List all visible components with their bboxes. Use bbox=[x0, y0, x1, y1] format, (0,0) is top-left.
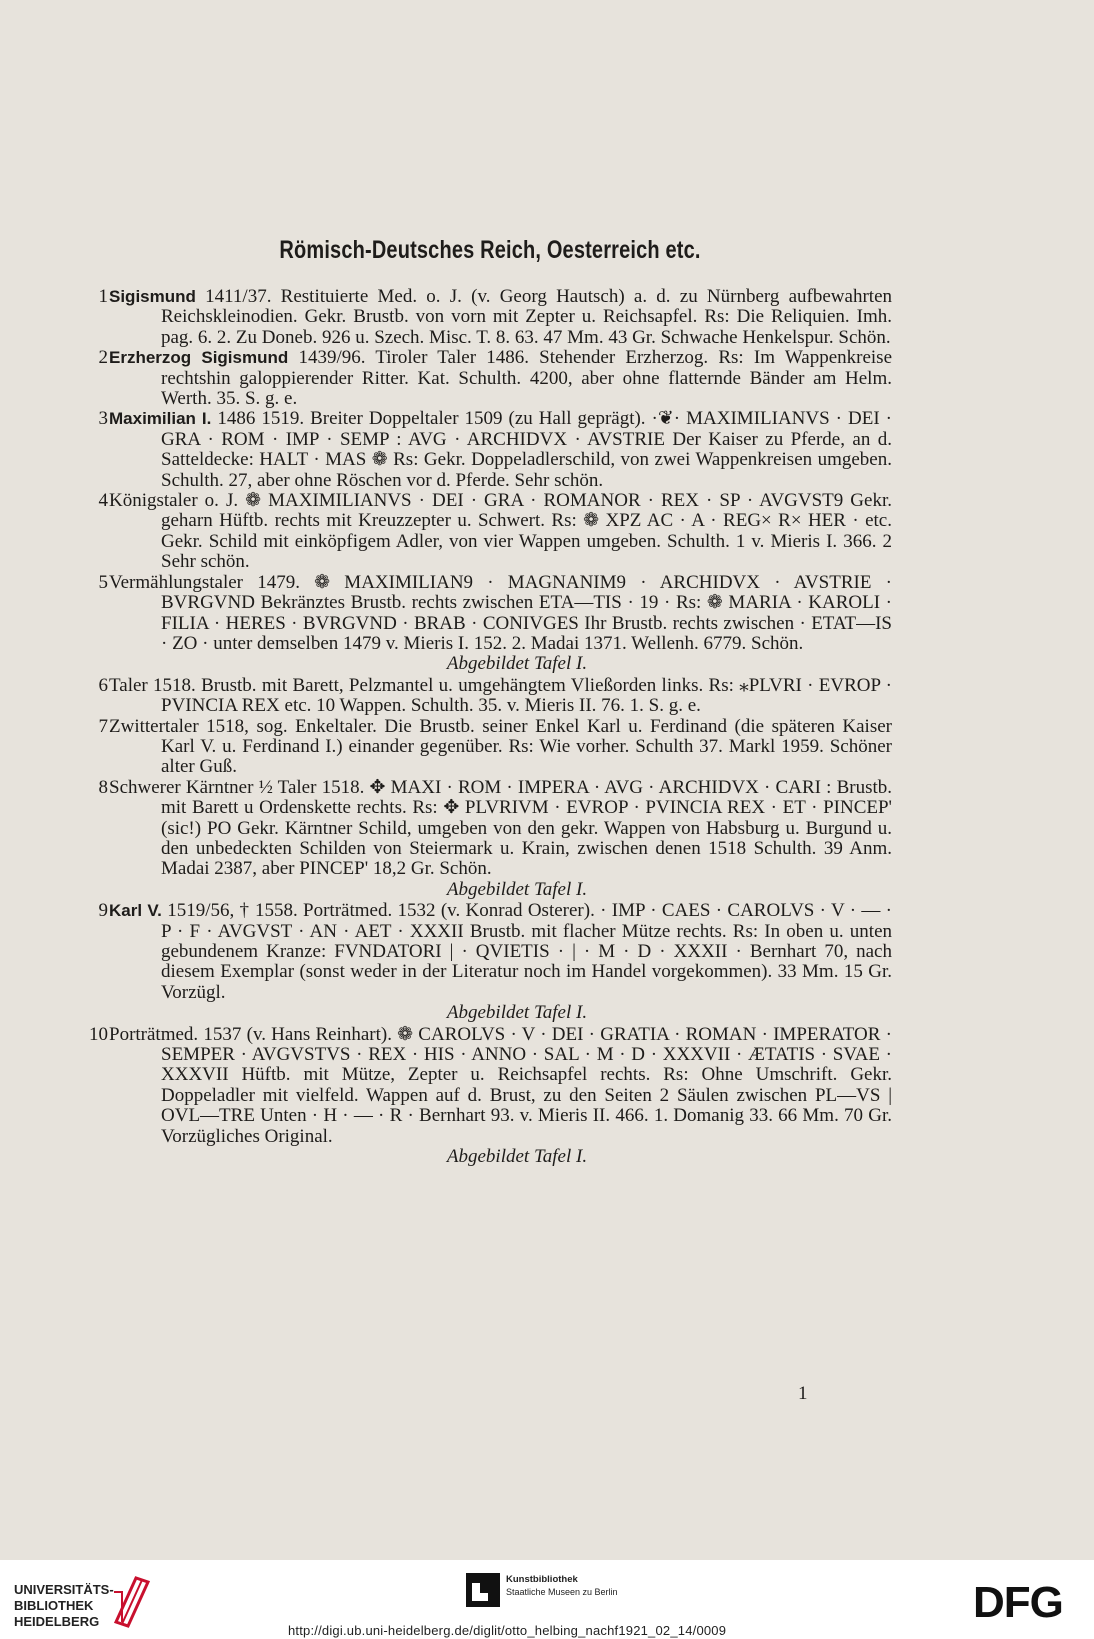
catalog-entry bbox=[84, 348, 892, 409]
entry-description: 1519/56, † 1558. Porträtmed. 1532 (v. Konrad Osterer). · IMP · CAES · CAROLVS · V · — · P · F · AVGVST · AN · AET · XXXII Brustb. mit flacher Mütze rechts. Rs: In oben u. unten gebundenem Kranze: FVNDATORI | · QVIETIS · | · M · D · XXXII · Bernhart 70, nach diesem Exemplar (sonst weder in der Literatur noch im Handel vorgekommen). 33 Mm. 15 Gr. Vorzügl. bbox=[161, 900, 892, 1003]
entry-text bbox=[109, 674, 892, 717]
entry-number: 1 bbox=[98, 286, 108, 307]
entry-text bbox=[109, 1023, 892, 1147]
uh-logo-icon[interactable] bbox=[112, 1572, 152, 1628]
plate-reference: Abgebildet Tafel I. bbox=[446, 1002, 588, 1024]
entry-text bbox=[109, 490, 892, 573]
entry-text bbox=[109, 900, 892, 1003]
entry-text bbox=[109, 347, 892, 410]
page-number: 1 bbox=[798, 1383, 808, 1404]
entry-ruler-name: Karl V. bbox=[109, 901, 162, 921]
plate-reference: Abgebildet Tafel I. bbox=[446, 653, 588, 675]
plate-reference: Abgebildet Tafel I. bbox=[446, 1146, 588, 1168]
kb-line-1: Kunstbibliothek bbox=[506, 1574, 578, 1585]
entry-description: Schwerer Kärntner ½ Taler 1518. ✥ MAXI · ROM · IMPERA · AVG · ARCHIDVX · CARI : Brustb. mit Barett u Ordenskette rechts. Rs: ✥ PLVRIVM · EVROP · PVINCIA REX · ET · PINCEP' (sic!) PO Gekr. Kärntner Schild, umgeben von den gekr. Wappen von Habsburg u. Burgund u. den unbedeckten Schilden von Steiermark u. Krain, zwischen denen 1518 Schulth. 39 Anm. Madai 2387, aber PINCEP' 18,2 Gr. Schön. bbox=[109, 776, 892, 880]
entry-number: 3 bbox=[98, 408, 108, 430]
entry-description: 1439/96. Tiroler Taler 1486. Stehender Erzherzog. Rs: Im Wappenkreise rechtshin galoppierender Ritter. Kat. Schulth. 4200, aber ohne flatternde Bänder am Helm. Werth. 35. S. g. e. bbox=[161, 347, 892, 410]
uh-line-3: HEIDELBERG bbox=[14, 1614, 100, 1629]
entry-description: Vermählungstaler 1479. ❁ MAXIMILIAN9 · MAGNANIM9 · ARCHIDVX · AVSTRIE · BVRGVND Bekränztes Brustb. rechts zwischen ETA—TIS · 19 · Rs: ❁ MARIA · KAROLI · FILIA · HERES · BVRGVND · BRAB · CONIVGES Ihr Brustb. rechts zwischen · ETAT—IS · ZO · unter demselben 1479 v. Mieris I. 152. 2. Madai 1371. Wellenh. 6779. Schön. bbox=[109, 571, 892, 654]
dfg-logo[interactable]: DFG bbox=[973, 1578, 1063, 1627]
entry-text bbox=[109, 408, 892, 491]
entry-number: 7 bbox=[98, 715, 108, 737]
catalog-entry bbox=[84, 1025, 892, 1147]
catalog-list bbox=[89, 286, 892, 1168]
catalog-entry bbox=[84, 901, 892, 1003]
entry-number: 5 bbox=[98, 571, 108, 593]
kunstbibliothek-text bbox=[506, 1573, 618, 1598]
entry-description: Zwittertaler 1518, sog. Enkeltaler. Die Brustb. seiner Enkel Karl u. Ferdinand (die späteren Kaiser Karl V. u. Ferdinand I.) einander gegenüber. Rs: Wie vorher. Schulth 37. Markl 1959. Schöner alter Guß. bbox=[109, 715, 892, 778]
catalog-entry bbox=[84, 717, 892, 778]
entry-number: 10 bbox=[89, 1023, 108, 1045]
catalog-entry bbox=[84, 287, 892, 348]
entry-number: 8 bbox=[98, 776, 108, 798]
catalog-entry bbox=[84, 778, 892, 880]
uh-logo-text[interactable] bbox=[14, 1582, 114, 1630]
entry-ruler-name: Maximilian I. bbox=[109, 409, 212, 429]
entry-ruler-name: Erzherzog Sigismund bbox=[109, 348, 289, 368]
entry-description: 1411/37. Restituierte Med. o. J. (v. Georg Hautsch) a. d. zu Nürnberg aufbewahrten Reichskleinodien. Gekr. Brustb. von vorn mit Zepter u. Reichsapfel. Rs: Die Reliquien. Imh. pag. 6. 2. Zu Doneb. 926 u. Szech. Misc. T. 8. 63. 47 Mm. 43 Gr. Schwache Henkelspur. Schön. bbox=[161, 286, 892, 348]
page-title: Römisch-Deutsches Reich, Oesterreich etc. bbox=[279, 236, 701, 264]
catalog-entry bbox=[84, 573, 892, 655]
source-url[interactable]: http://digi.ub.uni-heidelberg.de/diglit/otto_helbing_nachf1921_02_14/0009 bbox=[288, 1623, 727, 1638]
entry-text bbox=[109, 286, 892, 348]
uh-line-2: BIBLIOTHEK bbox=[14, 1598, 94, 1613]
uh-line-1: UNIVERSITÄTS- bbox=[14, 1582, 114, 1597]
catalog-entry bbox=[84, 491, 892, 573]
catalog-entry bbox=[84, 409, 892, 491]
entry-description: Königstaler o. J. ❁ MAXIMILIANVS · DEI · GRA · ROMANOR · REX · SP · AVGVST9 Gekr. geharn Hüftb. rechts mit Kreuzzepter u. Schwert. Rs: ❁ XPZ AC · A · REG× R× HER · etc. Gekr. Schild mit einköpfigem Adler, von vier Wappen umgeben. Schulth. 1 v. Mieris I. 366. 2 Sehr schön. bbox=[109, 490, 892, 573]
entry-text bbox=[109, 571, 892, 655]
entry-description: 1486 1519. Breiter Doppeltaler 1509 (zu Hall geprägt). ·❦· MAXIMILIANVS · DEI · GRA · ROM · IMP · SEMP : AVG · ARCHIDVX · AVSTRIE Der Kaiser zu Pferde, an d. Satteldecke: HALT · MAS ❁ Rs: Gekr. Doppeladlerschild, von zwei Wappenkreisen umgeben. Schulth. 27, aber ohne Röschen vor d. Pferde. Sehr schön. bbox=[161, 408, 892, 491]
entry-description: Taler 1518. Brustb. mit Barett, Pelzmantel u. umgehängtem Vließorden links. Rs: ⁎PLVRI · EVROP · PVINCIA REX etc. 10 Wappen. Schulth. 35. v. Mieris II. 76. 1. S. g. e. bbox=[109, 674, 892, 717]
entry-ruler-name: Sigismund bbox=[109, 287, 196, 306]
entry-number: 4 bbox=[98, 490, 108, 512]
entry-text bbox=[109, 776, 892, 880]
entry-number: 6 bbox=[98, 674, 108, 696]
entry-number: 9 bbox=[98, 900, 108, 922]
entry-text bbox=[109, 715, 892, 778]
entry-number: 2 bbox=[98, 347, 108, 369]
kunstbibliothek-logo-icon[interactable] bbox=[466, 1573, 500, 1607]
entry-description: Porträtmed. 1537 (v. Hans Reinhart). ❁ CAROLVS · V · DEI · GRATIA · ROMAN · IMPERATOR · SEMPER · AVGVSTVS · REX · HIS · ANNO · SAL · M · D · XXXVII · ÆTATIS · SVAE · XXXVII Hüftb. mit Mütze, Zepter u. Reichsapfel rechts. Rs: Ohne Umschrift. Gekr. Doppeladler mit vielfeld. Wappen auf d. Brust, zu den Seiten 2 Säulen zwischen PL—VS | OVL—TRE Unten · H · — · R · Bernhart 93. v. Mieris II. 466. 1. Domanig 33. 66 Mm. 70 Gr. Vorzügliches Original. bbox=[109, 1023, 892, 1147]
catalog-entry bbox=[84, 676, 892, 717]
kb-line-2: Staatliche Museen zu Berlin bbox=[506, 1587, 618, 1597]
plate-reference: Abgebildet Tafel I. bbox=[446, 878, 588, 900]
